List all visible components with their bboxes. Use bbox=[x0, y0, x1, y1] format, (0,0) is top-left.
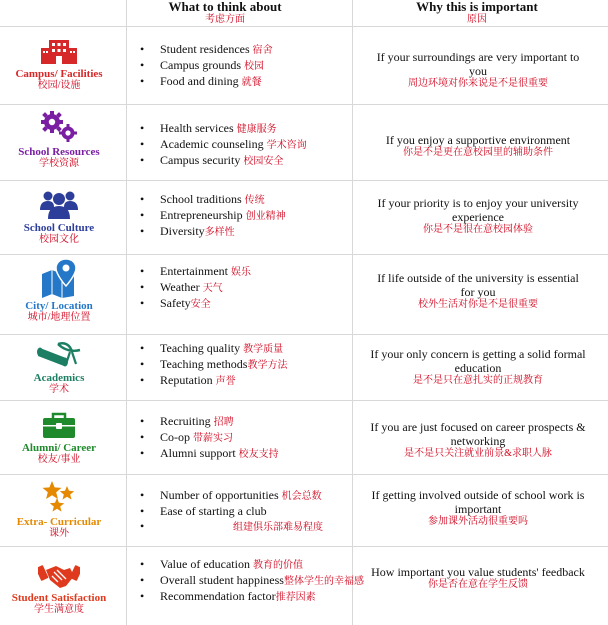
header-col1-title: What to think about bbox=[168, 0, 282, 14]
category-extra-curricular bbox=[0, 480, 118, 540]
reason-text-zh: 周边环境对你来说是不是很重要 bbox=[408, 78, 548, 89]
reason-cell bbox=[370, 565, 586, 591]
item-label-zh: 校友支持 bbox=[238, 449, 279, 460]
considerations-list bbox=[138, 42, 350, 90]
reason-text-zh: 你是不是更在意校园里的辅助条件 bbox=[403, 147, 553, 158]
item-label-zh: 校园安全 bbox=[243, 156, 284, 167]
item-label-zh: 健康服务 bbox=[236, 124, 277, 135]
category-alumni-career bbox=[0, 412, 118, 466]
item-label: Recruiting bbox=[160, 414, 211, 428]
item-label: Campus security bbox=[160, 153, 241, 167]
category-academics bbox=[0, 340, 118, 396]
list-item bbox=[138, 264, 350, 280]
item-label: School traditions bbox=[160, 192, 242, 206]
list-item bbox=[138, 341, 350, 357]
table-row bbox=[0, 400, 608, 474]
reason-text-zh: 是不是只在意扎实的正规教育 bbox=[413, 375, 543, 386]
table-row bbox=[0, 254, 608, 334]
category-label-zh: 学校资源 bbox=[39, 158, 79, 169]
list-item bbox=[138, 573, 364, 589]
item-label: Food and dining bbox=[160, 74, 239, 88]
list-item bbox=[138, 42, 350, 58]
item-label: Academic counseling bbox=[160, 137, 264, 151]
category-student-satisfaction bbox=[0, 560, 118, 616]
stars-icon bbox=[41, 480, 77, 514]
header-col2-subtitle: 原因 bbox=[467, 14, 487, 25]
reason-text: If your priority is to enjoy your university experience bbox=[377, 196, 579, 224]
reason-cell bbox=[370, 347, 586, 387]
item-label: Safety bbox=[160, 296, 191, 310]
item-label-zh: 教育的价值 bbox=[252, 560, 303, 571]
list-item bbox=[138, 557, 350, 573]
item-label-zh: 组建俱乐部难易程度 bbox=[233, 522, 323, 533]
category-school-culture bbox=[0, 188, 118, 246]
people-icon bbox=[39, 188, 79, 220]
item-label: Entertainment bbox=[160, 264, 228, 278]
considerations-list bbox=[138, 414, 350, 462]
reason-text: If you enjoy a supportive environment bbox=[385, 133, 571, 147]
item-label: Diversity bbox=[160, 224, 205, 238]
list-item bbox=[138, 74, 350, 90]
item-label: Campus grounds bbox=[160, 58, 241, 72]
category-label-zh: 学生满意度 bbox=[34, 604, 84, 615]
reason-cell bbox=[370, 196, 586, 236]
list-item bbox=[138, 208, 350, 224]
item-label: Health services bbox=[160, 121, 234, 135]
reason-text: If getting involved outside of school work is important bbox=[371, 488, 585, 516]
item-label: Co-op bbox=[160, 430, 190, 444]
category-label: Academics bbox=[33, 372, 85, 384]
list-item bbox=[138, 446, 350, 462]
reason-text-zh: 你是否在意在学生反馈 bbox=[428, 579, 528, 590]
list-item bbox=[138, 192, 350, 208]
category-label-zh: 城市/地理位置 bbox=[27, 312, 91, 323]
item-label-zh: 天气 bbox=[202, 283, 223, 294]
category-label-zh: 校园/设施 bbox=[37, 80, 81, 91]
list-item bbox=[138, 153, 350, 169]
table-row bbox=[0, 104, 608, 180]
reason-text: If you are just focused on career prospects & networking bbox=[370, 420, 586, 448]
category-label: School Resources bbox=[18, 146, 100, 158]
item-label-zh: 教学方法 bbox=[247, 360, 288, 371]
category-label-zh: 学术 bbox=[49, 384, 69, 395]
table-header bbox=[0, 0, 608, 26]
item-label: Student residences bbox=[160, 42, 250, 56]
item-label-zh: 传统 bbox=[244, 195, 265, 206]
reason-text: If your surroundings are very important to you bbox=[376, 50, 580, 78]
reason-text-zh: 你是不是很在意校园体验 bbox=[423, 224, 533, 235]
list-item bbox=[138, 137, 350, 153]
item-label: Teaching methods bbox=[160, 357, 248, 371]
considerations-list bbox=[138, 341, 350, 389]
header-col2-title: Why this is important bbox=[416, 0, 538, 14]
reason-text-zh: 是不是只关注就业前景&求职人脉 bbox=[404, 448, 552, 459]
reason-cell bbox=[370, 271, 586, 311]
list-item bbox=[138, 280, 350, 296]
category-label: Extra- Curricular bbox=[16, 516, 102, 528]
item-label-zh: 声誉 bbox=[215, 376, 236, 387]
list-item bbox=[138, 224, 350, 240]
building-icon bbox=[40, 38, 78, 66]
item-label-zh: 创业精神 bbox=[245, 211, 286, 222]
reason-cell bbox=[370, 488, 586, 528]
category-city-location bbox=[0, 258, 118, 324]
considerations-list bbox=[138, 557, 364, 605]
item-label: Overall student happiness bbox=[160, 573, 284, 587]
reason-cell bbox=[370, 420, 586, 460]
list-item bbox=[138, 589, 350, 605]
category-school-resources bbox=[0, 110, 118, 170]
list-item bbox=[138, 357, 350, 373]
gears-icon bbox=[39, 110, 79, 144]
header-col1-subtitle: 考虑方面 bbox=[205, 14, 245, 25]
table-row bbox=[0, 180, 608, 254]
reason-text: How important you value students' feedback bbox=[371, 565, 585, 579]
table-row bbox=[0, 546, 608, 625]
category-label-zh: 课外 bbox=[49, 528, 69, 539]
item-label: Teaching quality bbox=[160, 341, 241, 355]
considerations-list bbox=[138, 264, 350, 312]
item-label-zh: 教学质量 bbox=[243, 344, 284, 355]
map-pin-icon bbox=[40, 258, 78, 298]
category-label-zh: 校园文化 bbox=[39, 234, 79, 245]
item-label-zh: 带薪实习 bbox=[193, 433, 233, 444]
item-label: Ease of starting a club bbox=[160, 504, 267, 518]
category-label: City/ Location bbox=[25, 300, 93, 312]
item-label: Alumni support bbox=[160, 446, 236, 460]
category-label-zh: 校友/事业 bbox=[37, 454, 81, 465]
item-label-zh: 就餐 bbox=[241, 77, 262, 88]
category-label: Student Satisfaction bbox=[11, 592, 107, 604]
reason-text-zh: 校外生活对你是不是很重要 bbox=[418, 299, 538, 310]
category-label: School Culture bbox=[23, 222, 95, 234]
reason-text: If your only concern is getting a solid formal education bbox=[370, 347, 586, 375]
list-item bbox=[138, 296, 350, 312]
list-item bbox=[138, 121, 350, 137]
item-label: Entrepreneurship bbox=[160, 208, 243, 222]
item-label-zh: 招聘 bbox=[213, 417, 234, 428]
item-label: Weather bbox=[160, 280, 200, 294]
header-what-to-think-about bbox=[132, 0, 318, 26]
reason-text-zh: 参加课外活动很重要吗 bbox=[428, 516, 528, 527]
diploma-icon bbox=[36, 340, 82, 370]
considerations-list bbox=[138, 488, 350, 535]
item-label-zh: 宿舍 bbox=[252, 45, 273, 56]
list-item-continuation bbox=[138, 519, 350, 535]
item-label-zh: 学术咨询 bbox=[266, 140, 307, 151]
table-row bbox=[0, 474, 608, 546]
header-why-important bbox=[352, 0, 602, 26]
list-item bbox=[138, 414, 350, 430]
table-row bbox=[0, 26, 608, 104]
category-label: Alumni/ Career bbox=[21, 442, 97, 454]
item-label: Reputation bbox=[160, 373, 213, 387]
table-row bbox=[0, 334, 608, 400]
item-label-zh: 安全 bbox=[190, 299, 211, 310]
item-label-zh: 推荐因素 bbox=[275, 592, 316, 603]
item-label-zh: 校园 bbox=[244, 61, 264, 72]
list-item bbox=[138, 430, 350, 446]
item-label-zh: 多样性 bbox=[204, 227, 235, 238]
considerations-list bbox=[138, 121, 350, 169]
item-label: Value of education bbox=[160, 557, 250, 571]
list-item bbox=[138, 488, 350, 504]
reason-cell bbox=[370, 133, 586, 159]
item-label-zh: 整体学生的幸福感 bbox=[283, 576, 364, 587]
briefcase-icon bbox=[41, 412, 77, 440]
list-item bbox=[138, 373, 350, 389]
category-campus-facilities bbox=[0, 38, 118, 92]
item-label: Recommendation factor bbox=[160, 589, 276, 603]
considerations-list bbox=[138, 192, 350, 240]
item-label: Number of opportunities bbox=[160, 488, 279, 502]
reason-cell bbox=[370, 50, 586, 90]
list-item bbox=[138, 504, 350, 519]
category-label: Campus/ Facilities bbox=[15, 68, 103, 80]
item-label-zh: 机会总数 bbox=[281, 491, 322, 502]
handshake-icon bbox=[38, 560, 80, 590]
reason-text: If life outside of the university is essential for you bbox=[377, 271, 579, 299]
list-item bbox=[138, 58, 350, 74]
item-label-zh: 娱乐 bbox=[230, 267, 251, 278]
